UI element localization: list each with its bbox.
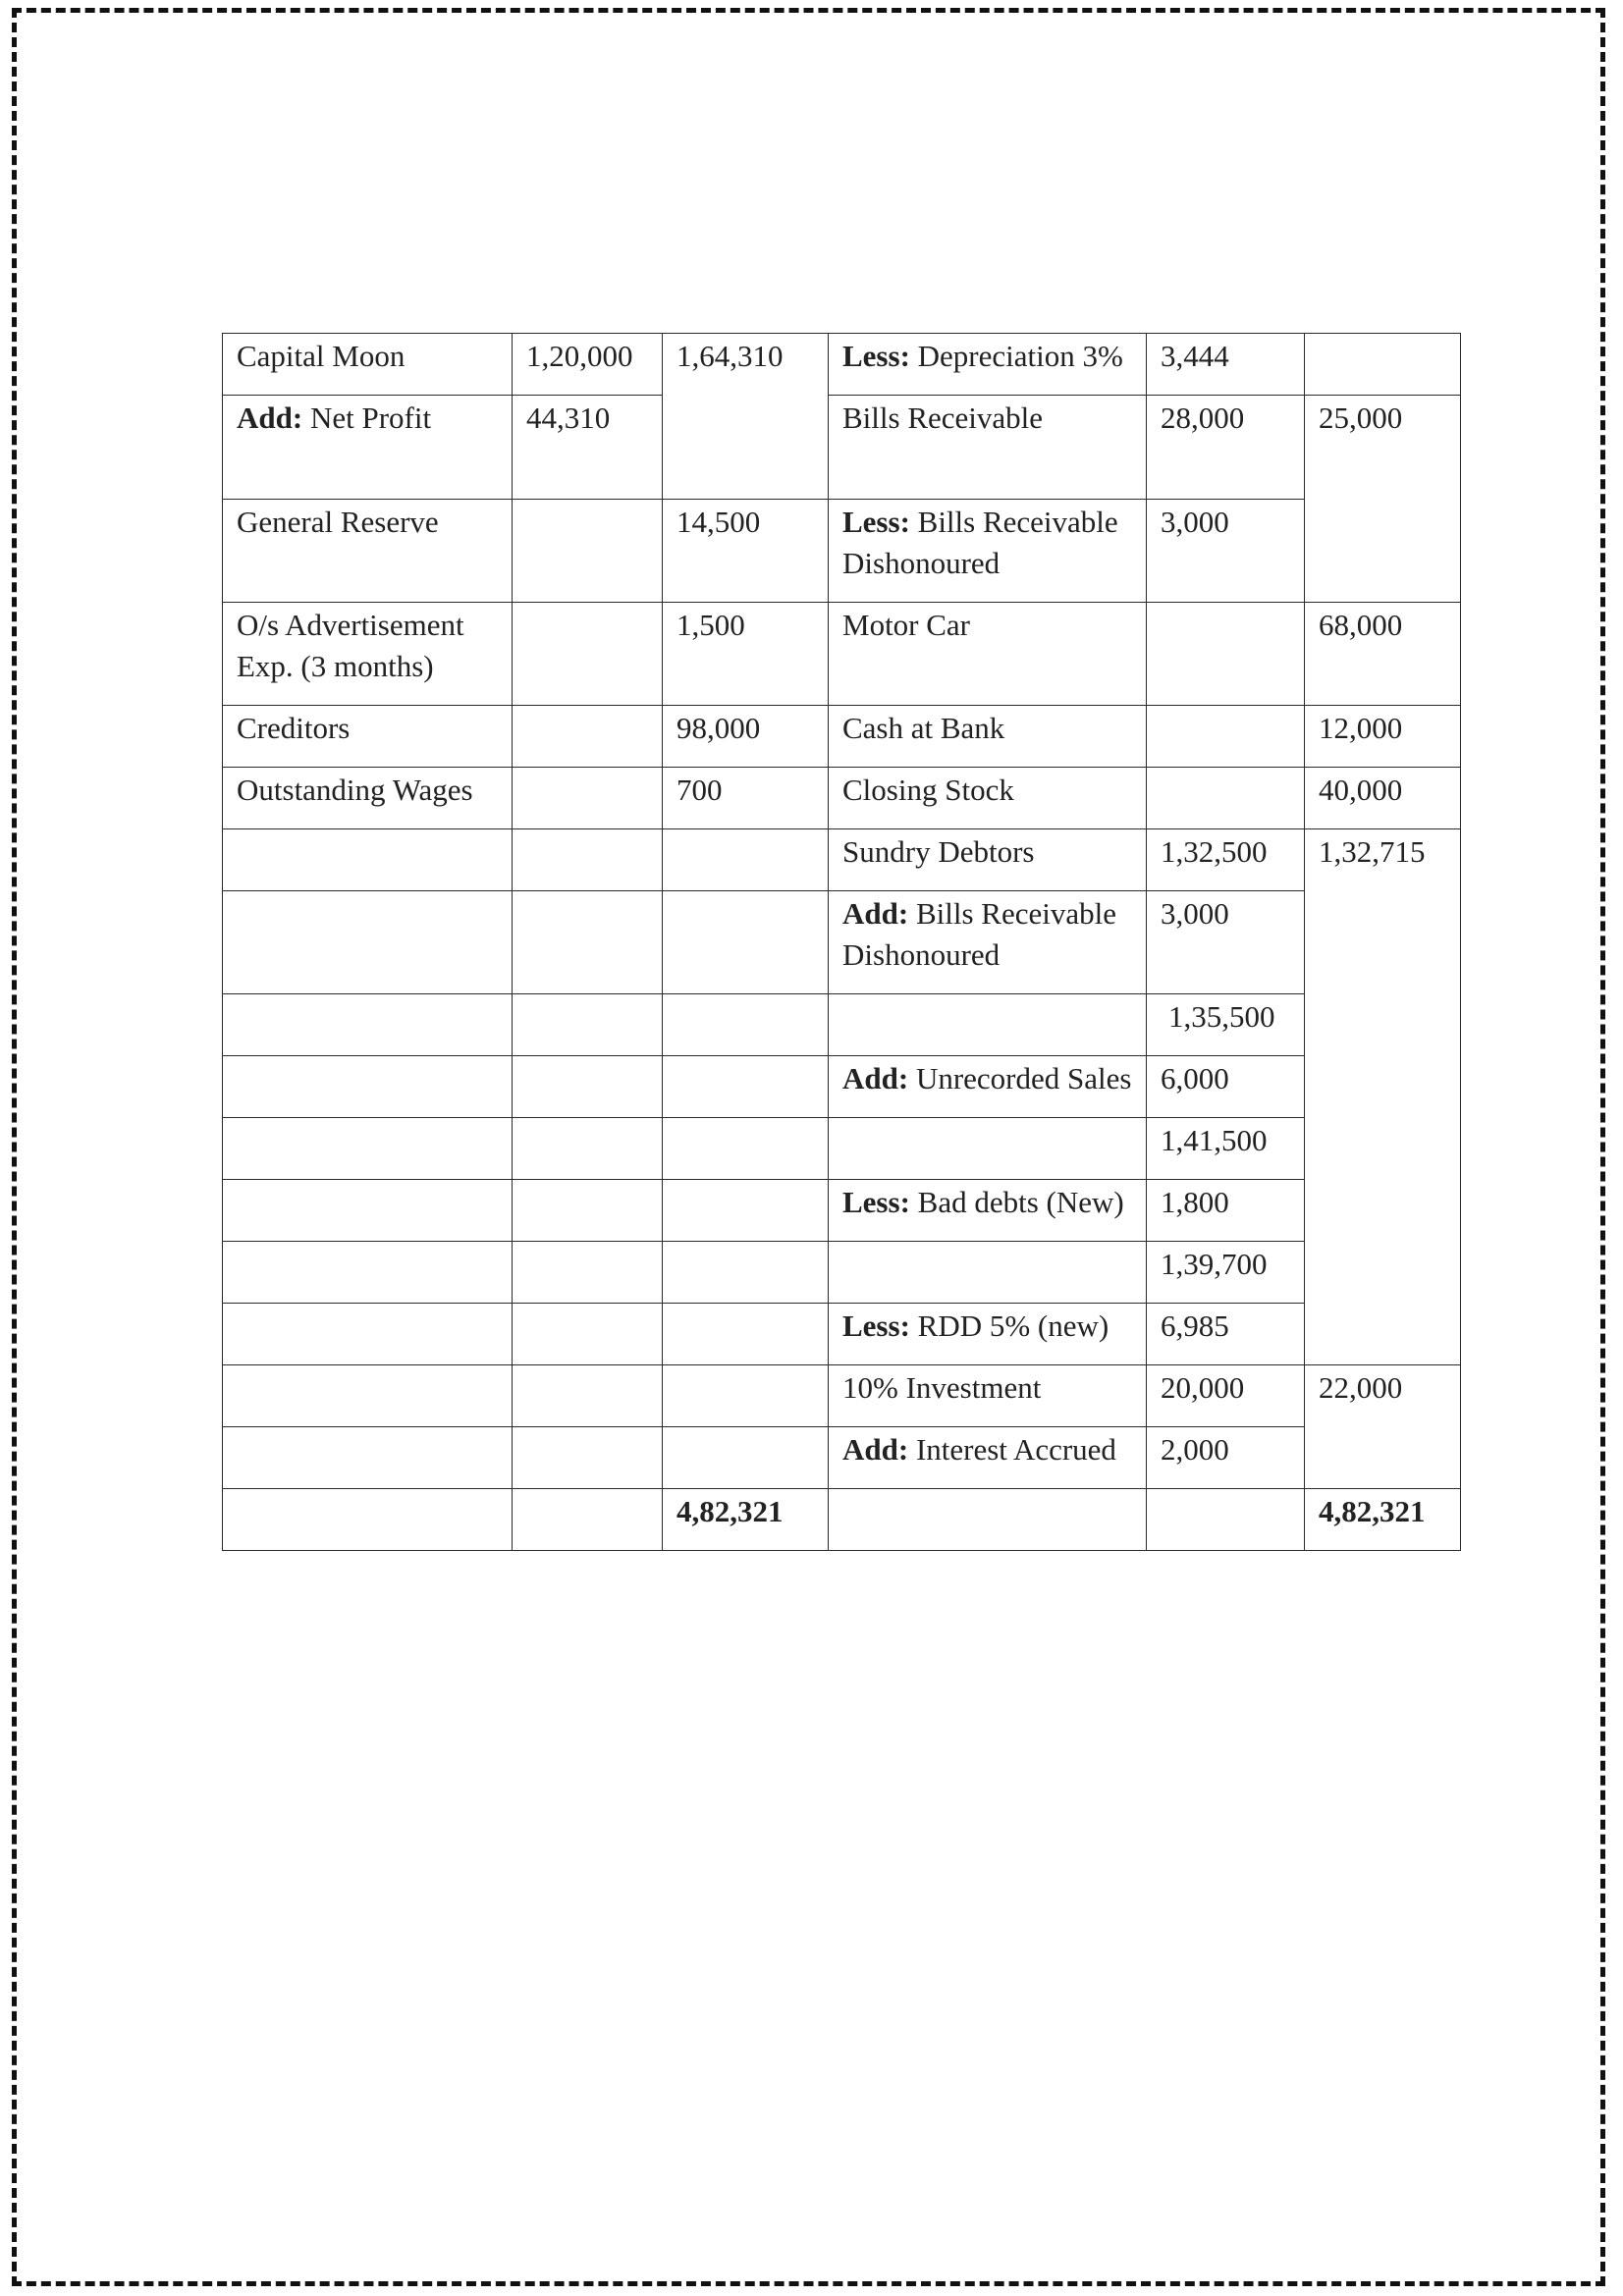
asset-label: Add: Interest Accrued (829, 1427, 1147, 1489)
liability-subamount (513, 891, 663, 994)
liability-amount: 98,000 (663, 706, 829, 768)
total-row (223, 1489, 1461, 1551)
asset-label: Closing Stock (829, 768, 1147, 829)
liability-subamount (513, 1365, 663, 1427)
table-row (223, 500, 1461, 603)
liability-subamount (513, 768, 663, 829)
liability-subamount (513, 706, 663, 768)
liability-amount (663, 994, 829, 1056)
liability-amount (663, 1056, 829, 1118)
liability-amount: 700 (663, 768, 829, 829)
liability-label (223, 891, 513, 994)
liability-subamount (513, 603, 663, 706)
asset-subamount: 1,32,500 (1147, 829, 1305, 891)
liability-label (223, 1118, 513, 1180)
liability-amount (663, 1365, 829, 1427)
asset-subamount: 3,000 (1147, 500, 1305, 603)
asset-label (829, 1242, 1147, 1304)
liability-label: Outstanding Wages (223, 768, 513, 829)
asset-amount: 12,000 (1305, 706, 1461, 768)
liability-label: General Reserve (223, 500, 513, 603)
table-row (223, 1056, 1461, 1118)
liability-subamount (513, 1427, 663, 1489)
liability-label (223, 1242, 513, 1304)
table-row (223, 829, 1461, 891)
liability-amount: 1,64,310 (663, 334, 829, 500)
liability-subamount: 44,310 (513, 396, 663, 500)
liability-subamount (513, 1489, 663, 1551)
liability-amount (663, 891, 829, 994)
asset-subamount: 1,800 (1147, 1180, 1305, 1242)
asset-label: Cash at Bank (829, 706, 1147, 768)
asset-amount (1305, 334, 1461, 396)
asset-label (829, 994, 1147, 1056)
table-row (223, 768, 1461, 829)
liability-amount (663, 1242, 829, 1304)
asset-label: Sundry Debtors (829, 829, 1147, 891)
table-row (223, 396, 1461, 500)
asset-label: Less: Depreciation 3% (829, 334, 1147, 396)
liability-subamount (513, 994, 663, 1056)
asset-amount: 68,000 (1305, 603, 1461, 706)
liability-subamount (513, 500, 663, 603)
table-row (223, 1304, 1461, 1365)
asset-subamount: 1,39,700 (1147, 1242, 1305, 1304)
liability-label: O/s Advertisement Exp. (3 months) (223, 603, 513, 706)
liability-label (223, 1304, 513, 1365)
liability-amount (663, 1427, 829, 1489)
asset-label: Less: RDD 5% (new) (829, 1304, 1147, 1365)
liability-label (223, 829, 513, 891)
table-row (223, 1427, 1461, 1489)
liability-subamount (513, 829, 663, 891)
liability-subamount (513, 1304, 663, 1365)
asset-subamount: 20,000 (1147, 1365, 1305, 1427)
asset-subamount (1147, 603, 1305, 706)
table-row (223, 706, 1461, 768)
asset-amount: 40,000 (1305, 768, 1461, 829)
liability-label (223, 1489, 513, 1551)
table-row (223, 891, 1461, 994)
liability-subamount (513, 1118, 663, 1180)
asset-amount: 22,000 (1305, 1365, 1461, 1489)
liability-amount: 1,500 (663, 603, 829, 706)
asset-label: Bills Receivable (829, 396, 1147, 500)
liability-label (223, 1056, 513, 1118)
asset-subamount: 1,35,500 (1147, 994, 1305, 1056)
liability-amount (663, 829, 829, 891)
liability-label (223, 1427, 513, 1489)
asset-label (829, 1118, 1147, 1180)
asset-label: 10% Investment (829, 1365, 1147, 1427)
liability-label (223, 1180, 513, 1242)
table-row (223, 1118, 1461, 1180)
liability-label (223, 994, 513, 1056)
asset-total: 4,82,321 (1305, 1489, 1461, 1551)
asset-label: Motor Car (829, 603, 1147, 706)
liability-amount (663, 1118, 829, 1180)
asset-subamount (1147, 768, 1305, 829)
liability-label: Creditors (223, 706, 513, 768)
table-row (223, 994, 1461, 1056)
asset-subamount: 28,000 (1147, 396, 1305, 500)
asset-label: Add: Bills Receivable Dishonoured (829, 891, 1147, 994)
asset-subamount: 3,000 (1147, 891, 1305, 994)
liability-label (223, 1365, 513, 1427)
liability-total: 4,82,321 (663, 1489, 829, 1551)
asset-amount: 1,32,715 (1305, 829, 1461, 1365)
balance-sheet-table (222, 333, 1461, 1551)
liability-label: Capital Moon (223, 334, 513, 396)
liability-amount: 14,500 (663, 500, 829, 603)
table-row (223, 1365, 1461, 1427)
table-row (223, 334, 1461, 396)
liability-subamount: 1,20,000 (513, 334, 663, 396)
asset-amount: 25,000 (1305, 396, 1461, 603)
asset-label: Add: Unrecorded Sales (829, 1056, 1147, 1118)
asset-subamount: 3,444 (1147, 334, 1305, 396)
asset-subamount (1147, 706, 1305, 768)
asset-label: Less: Bad debts (New) (829, 1180, 1147, 1242)
asset-subamount: 6,000 (1147, 1056, 1305, 1118)
asset-subamount: 6,985 (1147, 1304, 1305, 1365)
asset-subamount: 1,41,500 (1147, 1118, 1305, 1180)
table-row (223, 1180, 1461, 1242)
liability-subamount (513, 1180, 663, 1242)
asset-subamount: 2,000 (1147, 1427, 1305, 1489)
table-row (223, 603, 1461, 706)
table-row (223, 1242, 1461, 1304)
asset-label (829, 1489, 1147, 1551)
liability-subamount (513, 1056, 663, 1118)
liability-subamount (513, 1242, 663, 1304)
asset-label: Less: Bills Receivable Dishonoured (829, 500, 1147, 603)
liability-label: Add: Net Profit (223, 396, 513, 500)
liability-amount (663, 1304, 829, 1365)
liability-amount (663, 1180, 829, 1242)
asset-subamount (1147, 1489, 1305, 1551)
